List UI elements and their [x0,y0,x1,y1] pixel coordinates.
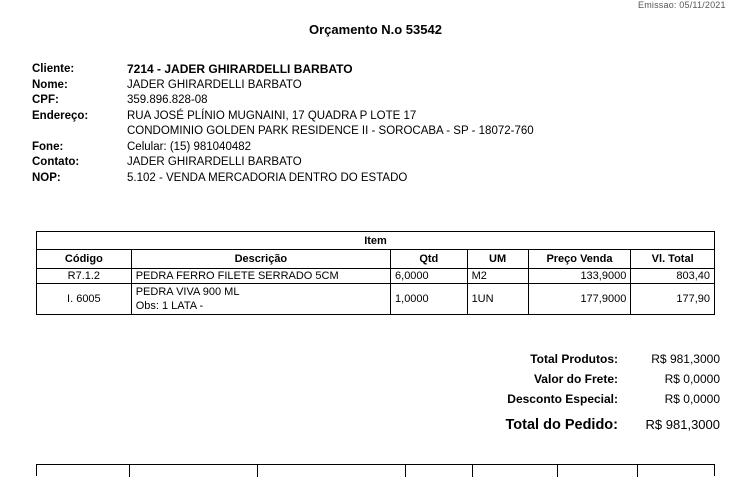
total-row [430,389,720,409]
cell-descricao: PEDRA FERRO FILETE SERRADO 5CM [131,269,390,284]
customer-row [32,93,722,109]
customer-row [32,78,722,94]
customer-row-label: Fone: [32,140,64,153]
grand-total-value: R$ 981,3000 [645,417,720,432]
customer-row-value: 359.896.828-08 [127,94,208,106]
totals-block [430,349,720,435]
items-table [36,231,715,315]
customer-row-value: 5.102 - VENDA MERCADORIA DENTRO DO ESTADO [127,171,408,184]
cell-um: 1UN [467,284,528,315]
customer-row-label: NOP: [32,171,61,184]
total-label: Desconto Especial: [507,392,618,406]
cell-descricao-obs: Obs: 1 LATA - [135,300,204,312]
bottom-table-divider [405,465,406,477]
grand-total-label: Total do Pedido: [505,417,618,433]
grand-total-row [430,415,720,435]
cell-um: M2 [467,269,528,284]
cell-codigo: R7.1.2 [37,269,132,284]
customer-row-label: Cliente: [32,63,75,75]
column-header-qtd: Qtd [391,250,468,269]
total-label: Valor do Frete: [533,372,618,386]
cell-preco-venda: 133,9000 [528,269,631,284]
customer-row-label: CPF: [32,94,59,106]
column-header-preco-venda: Preço Venda [528,250,631,269]
customer-row-label: Nome: [32,78,68,91]
column-header-codigo: Código [37,250,132,269]
customer-row-value: CONDOMINIO GOLDEN PARK RESIDENCE II - SOROCABA - SP - 18072-760 [127,125,534,137]
customer-row [32,140,722,156]
bottom-table-divider [129,465,130,477]
total-value: R$ 0,0000 [664,372,720,386]
table-row [37,284,715,315]
customer-row-label: Endereço: [32,109,89,122]
column-header-um: UM [467,250,528,269]
bottom-table-divider [637,465,638,477]
customer-row-label: Contato: [32,156,80,168]
bottom-table-partial [36,464,715,476]
customer-row-value: JADER GHIRARDELLI BARBATO [127,78,302,91]
total-row [430,369,720,389]
cell-qtd: 1,0000 [391,284,468,315]
cell-qtd: 6,0000 [391,269,468,284]
items-section-title: Item [37,232,715,250]
cell-preco-venda: 177,9000 [528,284,631,315]
customer-row-value: JADER GHIRARDELLI BARBATO [127,156,302,168]
cell-vl-total: 177,90 [631,284,715,315]
customer-row-label [32,124,127,140]
column-header-descricao: Descrição [131,250,390,269]
items-section-header-row [37,232,715,250]
table-row [37,269,715,284]
customer-row [32,124,722,140]
items-column-header-row [37,250,715,269]
cell-codigo: I. 6005 [37,284,132,315]
bottom-table-divider [257,465,258,477]
customer-row-value: RUA JOSÉ PLÍNIO MUGNAINI, 17 QUADRA P LOTE 17 [127,109,417,122]
customer-row [32,62,722,78]
column-header-vl-total: Vl. Total [631,250,715,269]
total-value: R$ 0,0000 [664,392,720,406]
bottom-table-divider [472,465,473,477]
customer-row-value: 7214 - JADER GHIRARDELLI BARBATO [127,62,353,76]
cell-vl-total: 803,40 [631,269,715,284]
customer-row [32,155,722,171]
total-label: Total Produtos: [530,352,618,366]
customer-row [32,109,722,125]
customer-row [32,171,722,187]
bottom-table-divider [557,465,558,477]
emission-note: Emissao: 05/11/2021 [638,0,726,9]
cell-descricao [131,284,390,315]
customer-row-value: Celular: (15) 981040482 [127,140,252,153]
total-row [430,349,720,369]
page-title: Orçamento N.o 53542 [309,22,442,37]
cell-descricao-text: PEDRA VIVA 900 ML [135,286,240,298]
total-value: R$ 981,3000 [651,352,720,366]
customer-info-block [32,62,722,186]
